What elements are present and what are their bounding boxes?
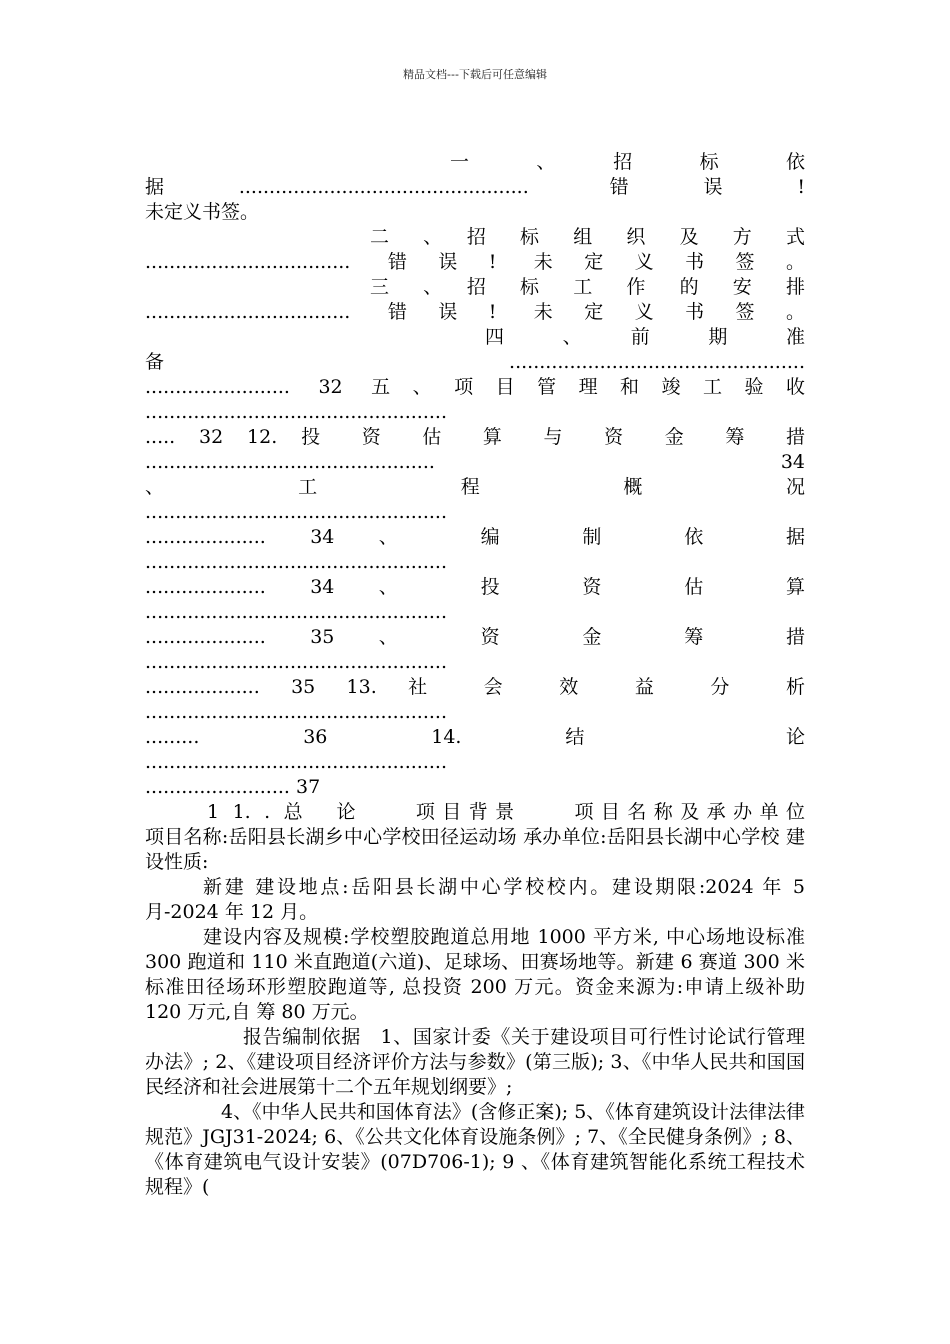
document-content	[145, 150, 805, 1200]
toc-line: ......... 36 14. 结 论	[145, 726, 805, 748]
toc-line: ..................................................	[145, 551, 447, 573]
toc-line: .................... 34 、 投 资 估 算	[145, 576, 805, 598]
toc-line: 据................................................ 错误!	[145, 176, 805, 198]
toc-line: 三 、 招 标 工 作 的 安 排	[370, 276, 805, 298]
toc-line: ..................................................	[145, 501, 447, 523]
toc-line: ................... 35 13. 社 会 效 益 分 析	[145, 676, 805, 698]
toc-line: ..................................................	[145, 751, 447, 773]
paragraph-report-basis: 报告编制依据 1、国家计委《关于建设项目可行性讨论试行管理办法》; 2、《建设项目经济评价方法与参数》(第三版); 3、《中华人民共和国国民经济和社会进展第十二个五年规划纲要》;	[145, 1026, 805, 1098]
toc-line: ..................................................	[145, 401, 447, 423]
toc-line: 四 、 前 期 准	[485, 326, 805, 348]
toc-line: ..... 32 12. 投 资 估 算 与 资 金 筹 措	[145, 426, 805, 448]
toc-line: 备.................................................	[145, 351, 805, 373]
document-body	[145, 800, 805, 1200]
toc-line: 二 、 招 标 组 织 及 方 式	[370, 226, 805, 248]
page-header: 精品文档---下载后可任意编辑	[403, 68, 547, 81]
toc-line: ........................ 37	[145, 776, 321, 798]
paragraph-construction-scope: 建设内容及规模:学校塑胶跑道总用地 1000 平方米, 中心场地设标准 300 跑道和 110 米直跑道(六道)、足球场、田赛场地等。新建 6 赛道 300 米标准田径场环形塑胶跑道等, 总投资 200 万元。资金来源为:申请上级补助 120 万元,自 筹 80 万元。	[145, 926, 805, 1023]
paragraph-regulations: 4、《中华人民共和国体育法》(含修正案); 5、《体育建筑设计法律法律规范》JGJ31-2024; 6、《公共文化体育设施条例》; 7、《全民健身条例》; 8、《体育建筑电气设计安装》(07D706-1); 9 、《体育建筑智能化系统工程技术规程》(	[145, 1101, 805, 1198]
toc-line: 、 工 程 概 况	[145, 476, 805, 498]
toc-line: 未定义书签。	[145, 201, 260, 223]
toc-line: 一 、 招 标 依	[450, 151, 805, 173]
toc-line: .................... 35 、 资 金 筹 措	[145, 626, 805, 648]
paragraph-project-name: 项目名称:岳阳县长湖乡中心学校田径运动场 承办单位:岳阳县长湖中心学校 建设性质:	[145, 826, 805, 873]
toc-line: .................................. 错误! 未定义书签。	[145, 301, 805, 323]
toc-line: .................................. 错误! 未定义书签。	[145, 251, 805, 273]
toc-line: ........................ 32 五、项目管理和竣工验收	[145, 376, 805, 398]
toc-line: ................................................ 34	[145, 451, 805, 473]
toc-line: .................... 34 、 编 制 依 据	[145, 526, 805, 548]
toc-line: ..................................................	[145, 601, 447, 623]
section-heading: 1 1. . 总 论 项目背景 项目名称及承办单位	[207, 801, 805, 823]
toc-line: ..................................................	[145, 651, 447, 673]
table-of-contents	[145, 150, 805, 800]
paragraph-construction-site: 新建 建设地点:岳阳县长湖中心学校校内。建设期限:2024 年 5 月-2024 年 12 月。	[145, 876, 805, 923]
toc-line: ..................................................	[145, 701, 447, 723]
